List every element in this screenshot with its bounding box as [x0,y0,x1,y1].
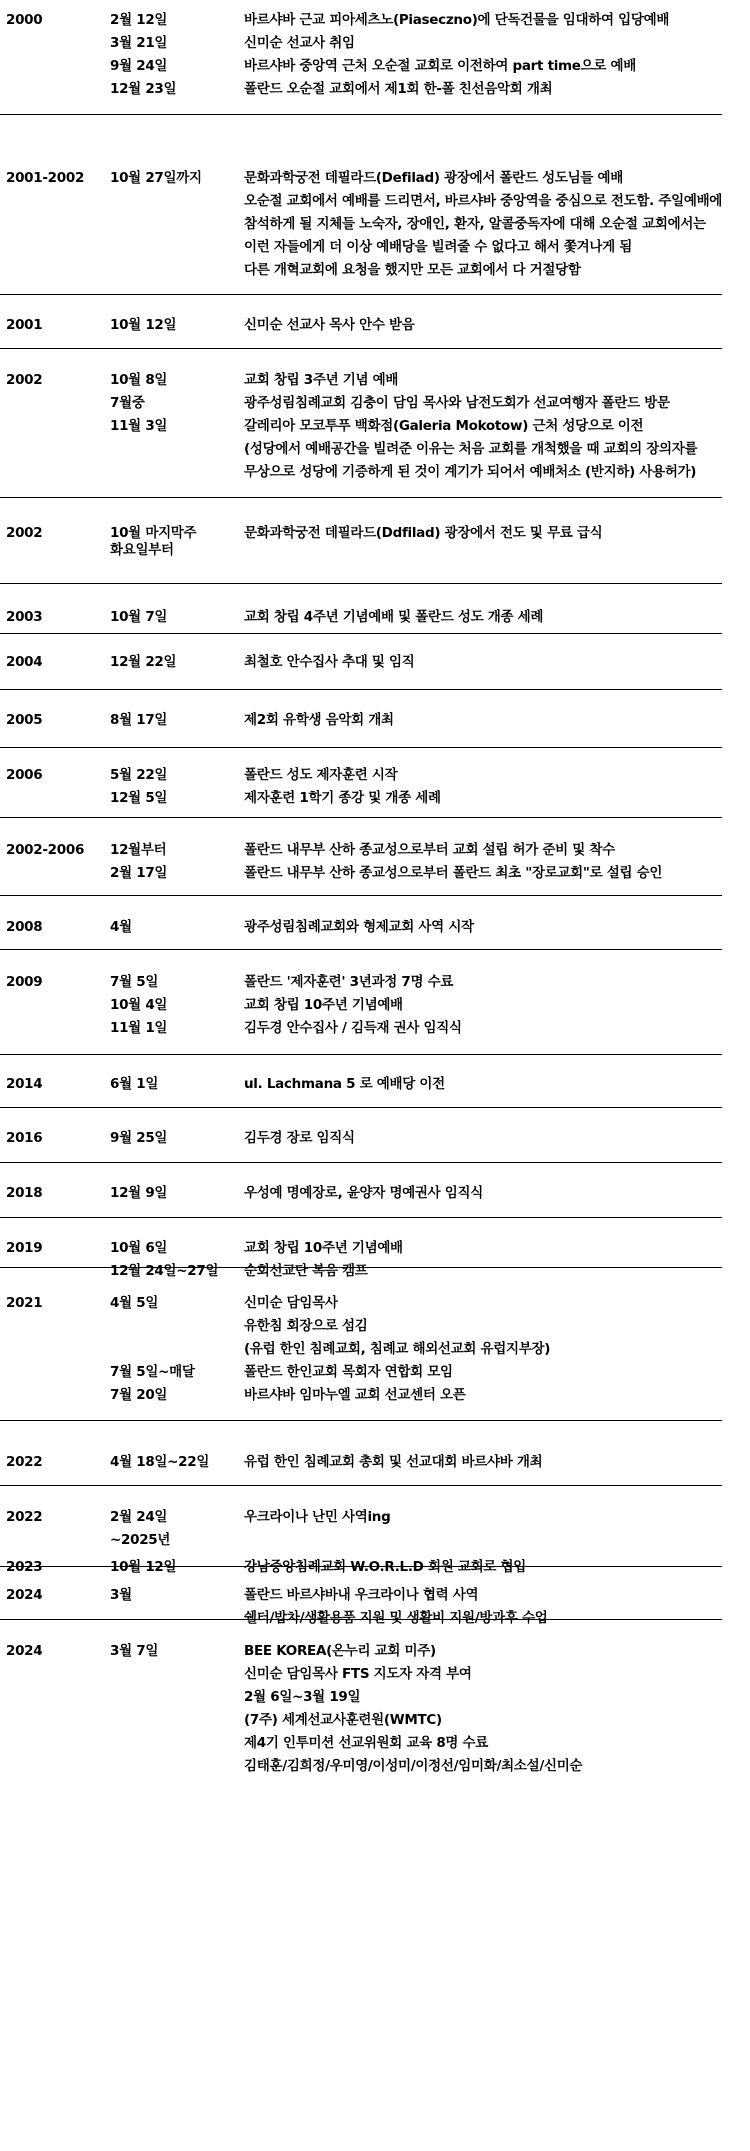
entry-text: 우크라이나 난민 사역ing [244,1509,391,1525]
section-divider [0,1267,722,1268]
entry-text: 교회 창립 3주년 기념 예배 [244,372,399,388]
entry-text: 갈레리아 모코투푸 백화점(Galeria Mokotow) 근처 성당으로 이전 [244,418,644,434]
section-divider [0,1107,722,1108]
entry-text: 폴란드 바르샤바내 우크라이나 협력 사역 [244,1587,479,1603]
section-divider [0,294,722,295]
entry-text: 쉘터/밥차/생활용품 지원 및 생활비 지원/방과후 수업 [244,1610,548,1626]
entry-text: (7주) 세계선교사훈련원(WMTC) [244,1712,442,1728]
entry-date: 12월 24일~27일 [110,1263,219,1279]
entry-text: 문화과학궁전 데필라드(Ddfilad) 광장에서 전도 및 무료 급식 [244,525,603,541]
entry-text: 폴란드 한인교회 목회자 연합회 모임 [244,1364,453,1380]
entry-year: 2022 [6,1509,43,1525]
entry-text: 무상으로 성당에 기증하게 된 것이 계기가 되어서 예배처소 (반지하) 사용허가) [244,464,697,480]
entry-text: 폴란드 내무부 산하 종교성으로부터 폴란드 최초 "장로교회"로 설립 승인 [244,865,663,881]
section-divider [0,1619,722,1620]
section-divider [0,497,722,498]
entry-text: 신미순 선교사 목사 안수 받음 [244,317,415,333]
entry-year: 2004 [6,654,43,670]
section-divider [0,114,722,115]
entry-year: 2014 [6,1076,43,1092]
entry-date: 10월 마지막주 [110,525,197,541]
entry-date: 12월 23일 [110,81,177,97]
entry-date: 7월 5일~매달 [110,1364,195,1380]
entry-year: 2016 [6,1130,43,1146]
section-divider [0,1217,722,1218]
entry-year: 2024 [6,1587,43,1603]
entry-year: 2021 [6,1295,43,1311]
entry-text: 2월 6일~3월 19일 [244,1689,361,1705]
entry-date: 12월 5일 [110,790,168,806]
entry-text: 제자훈련 1학기 종강 및 개종 세례 [244,790,441,806]
entry-date: 7월 5일 [110,974,159,990]
entry-date: 4월 18일~22일 [110,1454,210,1470]
entry-text: 바르샤바 근교 피아세츠노(Piaseczno)에 단독건물을 임대하여 입당예배 [244,12,670,28]
entry-text: 강남중앙침례교회 W.O.R.L.D 회원 교회로 협입 [244,1559,526,1575]
section-divider [0,895,722,896]
entry-date: 7월 20일 [110,1387,168,1403]
entry-date: 화요일부터 [110,542,174,558]
entry-text: 김두경 안수집사 / 김득재 권사 임직식 [244,1020,462,1036]
section-divider [0,1420,722,1421]
entry-year: 2002-2006 [6,842,85,858]
entry-text: 폴란드 '제자훈련' 3년과정 7명 수료 [244,974,454,990]
entry-date: 10월 7일 [110,609,168,625]
entry-text: 문화과학궁전 데필라드(Defilad) 광장에서 폴란드 성도님들 예배 [244,170,623,186]
entry-year: 2000 [6,12,43,28]
entry-text: 바르샤바 임마누엘 교회 선교센터 오픈 [244,1387,466,1403]
entry-text: 바르샤바 중앙역 근처 오순절 교회로 이전하여 part time으로 예배 [244,58,637,74]
entry-year: 2002 [6,525,43,541]
entry-text: 폴란드 오순절 교회에서 제1회 한-폴 친선음악회 개최 [244,81,553,97]
section-divider [0,689,722,690]
entry-date: 11월 1일 [110,1020,168,1036]
entry-year: 2024 [6,1643,43,1659]
entry-date: 10월 4일 [110,997,168,1013]
entry-date: 12월부터 [110,842,167,858]
entry-date: 10월 12일 [110,317,177,333]
entry-year: 2003 [6,609,43,625]
section-divider [0,1162,722,1163]
entry-text: 신미순 담임목사 FTS 지도자 자격 부여 [244,1666,472,1682]
entry-date: 12월 9일 [110,1185,168,1201]
entry-text: 제2회 유학생 음악회 개최 [244,712,394,728]
section-divider [0,1485,722,1486]
entry-date: 12월 22일 [110,654,177,670]
entry-date: 2월 24일 [110,1509,168,1525]
entry-date: 10월 6일 [110,1240,168,1256]
entry-text: 우성예 명예장로, 윤양자 명예권사 임직식 [244,1185,484,1201]
entry-date: 9월 24일 [110,58,168,74]
entry-date: 3월 21일 [110,35,168,51]
entry-year: 2009 [6,974,43,990]
entry-year: 2008 [6,919,43,935]
entry-year: 2019 [6,1240,43,1256]
entry-date: 4월 5일 [110,1295,159,1311]
entry-date: 3월 [110,1587,132,1603]
section-divider [0,1054,722,1055]
entry-date: 10월 12일 [110,1559,177,1575]
entry-text: (성당에서 예배공간을 빌려준 이유는 처음 교회를 개척했을 때 교회의 장의자를 [244,441,698,457]
entry-text: 교회 창립 4주년 기념예배 및 폴란드 성도 개종 세례 [244,609,544,625]
entry-date: 9월 25일 [110,1130,168,1146]
entry-text: (유럽 한인 침례교회, 침례교 해외선교회 유럽지부장) [244,1341,551,1357]
entry-text: 폴란드 성도 제자훈련 시작 [244,767,398,783]
entry-date: 2월 12일 [110,12,168,28]
section-divider [0,747,722,748]
entry-text: 김태훈/김희정/우미영/이성미/이정선/임미화/최소설/신미순 [244,1758,583,1774]
entry-text: 유럽 한인 침례교회 총회 및 선교대회 바르샤바 개최 [244,1454,543,1470]
entry-text: 신미순 담임목사 [244,1295,338,1311]
entry-date: 11월 3일 [110,418,168,434]
entry-text: 순회선교단 복음 캠프 [244,1263,368,1279]
entry-text: 최철호 안수집사 추대 및 임직 [244,654,415,670]
section-divider [0,633,722,634]
entry-date: ~2025년 [110,1532,171,1548]
entry-date: 10월 8일 [110,372,168,388]
entry-year: 2018 [6,1185,43,1201]
entry-date: 5월 22일 [110,767,168,783]
entry-text: ul. Lachmana 5 로 예배당 이전 [244,1076,445,1092]
entry-text: 신미순 선교사 취임 [244,35,355,51]
entry-date: 3월 7일 [110,1643,159,1659]
entry-year: 2001-2002 [6,170,85,186]
section-divider [0,1566,722,1567]
section-divider [0,348,722,349]
section-divider [0,583,722,584]
entry-date: 8월 17일 [110,712,168,728]
entry-year: 2001 [6,317,43,333]
entry-date: 7월중 [110,395,145,411]
entry-text: BEE KOREA(온누리 교회 미주) [244,1643,436,1659]
entry-year: 2023 [6,1559,43,1575]
entry-date: 2월 17일 [110,865,168,881]
entry-text: 광주성림침례교회 김충이 담임 목사와 남전도회가 선교여행자 폴란드 방문 [244,395,670,411]
entry-date: 10월 27일까지 [110,170,202,186]
entry-text: 교회 창립 10주년 기념예배 [244,1240,403,1256]
entry-text: 다른 개혁교회에 요청을 했지만 모든 교회에서 다 거절당함 [244,262,581,278]
entry-text: 참석하게 될 지체들 노숙자, 장애인, 환자, 알콜중독자에 대해 오순절 교회에서는 [244,216,706,232]
entry-year: 2022 [6,1454,43,1470]
entry-text: 이런 자들에게 더 이상 예배당을 빌려줄 수 없다고 해서 쫓겨나게 됨 [244,239,633,255]
entry-year: 2005 [6,712,43,728]
entry-text: 폴란드 내무부 산하 종교성으로부터 교회 설립 허가 준비 및 착수 [244,842,615,858]
entry-text: 김두경 장로 임직식 [244,1130,355,1146]
section-divider [0,817,722,818]
entry-date: 4월 [110,919,132,935]
section-divider [0,949,722,950]
entry-year: 2002 [6,372,43,388]
entry-text: 제4기 인투미션 선교위원회 교육 8명 수료 [244,1735,489,1751]
entry-year: 2006 [6,767,43,783]
entry-text: 유한침 회장으로 섬김 [244,1318,368,1334]
entry-date: 6월 1일 [110,1076,159,1092]
entry-text: 오순절 교회에서 예배를 드리면서, 바르샤바 중앙역을 중심으로 전도함. 주일예배에 [244,193,723,209]
entry-text: 교회 창립 10주년 기념예배 [244,997,403,1013]
entry-text: 광주성림침례교회와 형제교회 사역 시작 [244,919,474,935]
